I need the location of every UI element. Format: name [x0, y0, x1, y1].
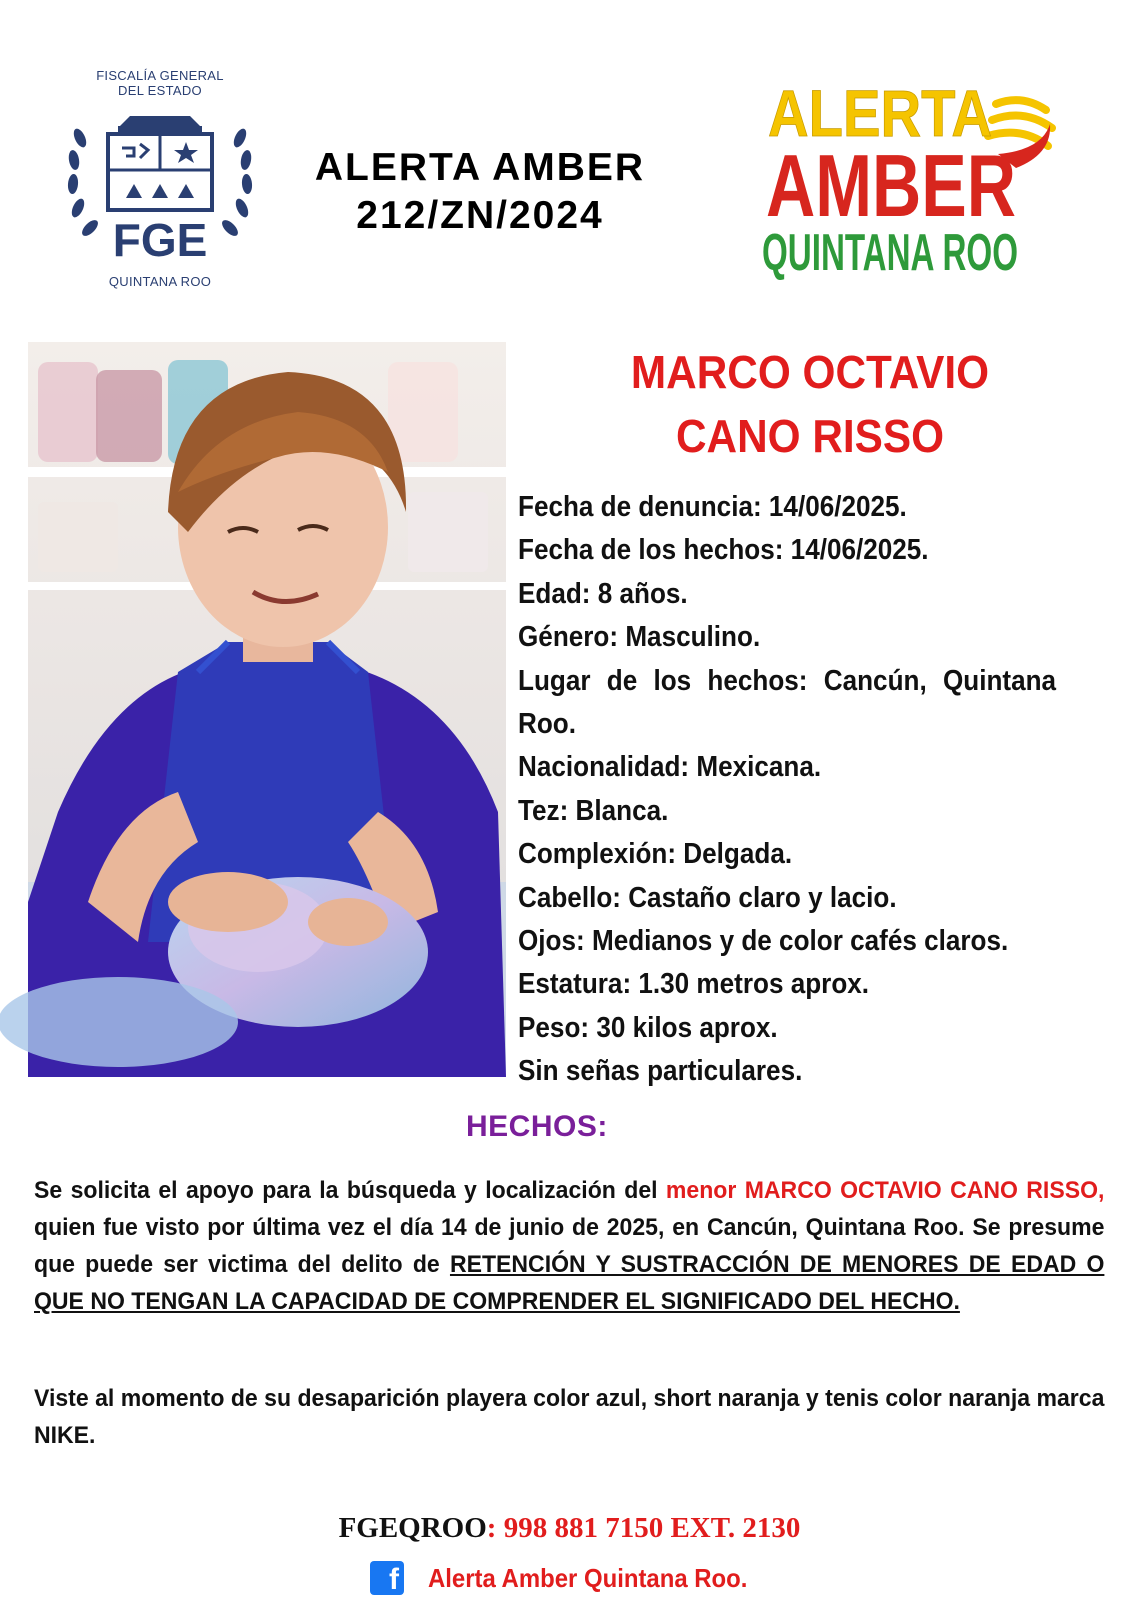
- fge-logo-line2: DEL ESTADO: [118, 83, 202, 98]
- child-photo: [28, 342, 506, 1077]
- detail-nationality: Nacionalidad: Mexicana.: [518, 751, 822, 784]
- hechos-text-part2: quien fue visto por última vez el día 14 de junio de 2025, en Cancún, Quintana Roo. Se presume que puede ser victima del delito de: [34, 1214, 1105, 1278]
- alert-code: 212/ZN/2024: [356, 194, 604, 237]
- child-name-line1: MARCO OCTAVIO: [630, 346, 990, 398]
- footer-social[interactable]: [370, 1560, 775, 1596]
- child-name: [543, 340, 1077, 468]
- alerta-amber-logo: [760, 64, 1090, 294]
- hechos-child-name: menor MARCO OCTAVIO CANO RISSO,: [665, 1177, 1105, 1204]
- alert-title-line1: ALERTA AMBER: [314, 146, 646, 189]
- detail-eyes: Ojos: Medianos y de color cafés claros.: [518, 925, 1009, 958]
- detail-hair: Cabello: Castaño claro y lacio.: [518, 881, 897, 914]
- footer-phone[interactable]: : 998 881 7150 EXT. 2130: [486, 1512, 801, 1544]
- person-details: [518, 486, 1108, 1094]
- detail-gender: Género: Masculino.: [518, 621, 761, 654]
- fge-logo: [60, 64, 260, 296]
- detail-complexion-tone: Tez: Blanca.: [518, 794, 669, 827]
- hechos-paragraph: [34, 1172, 1104, 1320]
- amber-logo-line3: QUINTANA ROO: [762, 224, 1018, 282]
- detail-weight: Peso: 30 kilos aprox.: [518, 1011, 778, 1044]
- detail-marks: Sin señas particulares.: [518, 1055, 803, 1088]
- footer-contact: [0, 1512, 1139, 1545]
- fge-acronym: FGE: [112, 214, 208, 266]
- hechos-crime: RETENCIÓN Y SUSTRACCIÓN DE MENORES DE EDAD O QUE NO TENGAN LA CAPACIDAD DE COMPRENDER EL SIGNIFICADO DEL HECHO.: [34, 1251, 1105, 1315]
- hechos-text-part1: Se solicita el apoyo para la búsqueda y localización del: [34, 1177, 666, 1204]
- detail-build: Complexión: Delgada.: [518, 838, 793, 871]
- detail-age: Edad: 8 años.: [518, 577, 688, 610]
- alert-title: [300, 144, 660, 240]
- detail-place: Lugar de los hechos: Cancún, Quintana: [518, 664, 1057, 697]
- detail-height: Estatura: 1.30 metros aprox.: [518, 968, 870, 1001]
- fge-emblem-icon: [60, 98, 260, 268]
- footer-org: FGEQROO: [338, 1512, 487, 1544]
- facebook-page-link[interactable]: Alerta Amber Quintana Roo.: [428, 1562, 748, 1593]
- detail-place-cont: Roo.: [518, 708, 576, 741]
- detail-event-date: Fecha de los hechos: 14/06/2025.: [518, 534, 929, 567]
- fge-logo-line1: FISCALÍA GENERAL: [96, 68, 224, 83]
- amber-logo-line2: AMBER: [766, 136, 1016, 235]
- hechos-heading: HECHOS:: [466, 1110, 608, 1143]
- fge-logo-bottom: QUINTANA ROO: [108, 274, 212, 289]
- amber-logo-line1: ALERTA: [768, 76, 992, 150]
- clothing-paragraph: Viste al momento de su desaparición playera color azul, short naranja y tenis color naranja marca NIKE.: [34, 1385, 1105, 1449]
- facebook-icon[interactable]: f: [370, 1561, 404, 1595]
- detail-report-date: Fecha de denuncia: 14/06/2025.: [518, 491, 907, 523]
- child-name-line2: CANO RISSO: [675, 410, 945, 462]
